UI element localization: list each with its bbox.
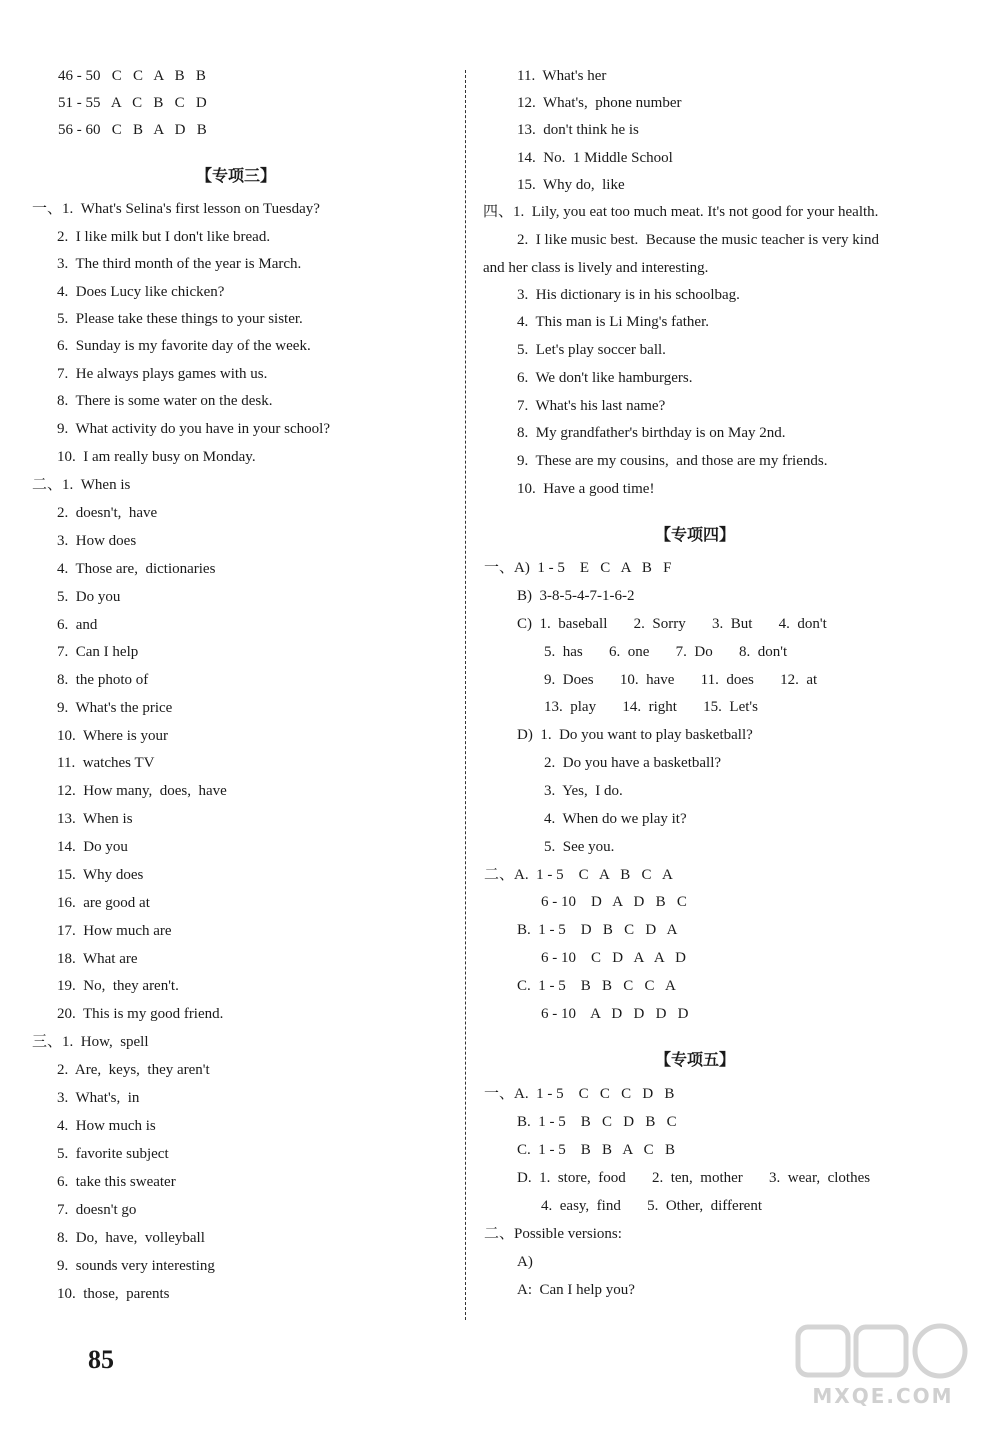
answer-line: 4. How much is <box>57 1118 156 1134</box>
answer-line: 6 - 10 A D D D D <box>541 1006 689 1022</box>
answer-line: 3. How does <box>57 533 137 549</box>
answer-line: 15. Why does <box>57 867 144 883</box>
answer-line: 8. My grandfather's birthday is on May 2nd. <box>517 425 786 441</box>
watermark-logo <box>788 1321 978 1411</box>
answer-line: 5. has 6. one 7. Do 8. don't <box>544 644 788 660</box>
column-divider <box>465 70 466 1320</box>
answer-line: 9. These are my cousins, and those are my friends. <box>517 453 828 469</box>
answer-line: C. 1 - 5 B B A C B <box>517 1142 675 1158</box>
answer-line: 10. Where is your <box>57 728 168 744</box>
answer-line: 一、A. 1 - 5 C C C D B <box>484 1086 675 1102</box>
answer-line: 7. He always plays games with us. <box>57 366 268 382</box>
answer-line: 6. We don't like hamburgers. <box>517 370 693 386</box>
answer-line: 2. I like music best. Because the music teacher is very kind <box>517 232 879 248</box>
answer-line: 四、1. Lily, you eat too much meat. It's not good for your health. <box>483 204 879 220</box>
answer-line: 3. His dictionary is in his schoolbag. <box>517 287 740 303</box>
answer-line: 9. What activity do you have in your school? <box>57 421 330 437</box>
watermark-text: MXQE.COM <box>812 1384 954 1408</box>
answer-line: 三、1. How, spell <box>32 1034 149 1050</box>
answer-line: 10. those, parents <box>57 1286 170 1302</box>
answer-line: 13. don't think he is <box>517 122 639 138</box>
answer-line: 8. Do, have, volleyball <box>57 1230 205 1246</box>
section-heading: 【专项四】 <box>655 525 736 544</box>
answer-line: 9. sounds very interesting <box>57 1258 215 1274</box>
section-heading: 【专项三】 <box>196 166 277 185</box>
answer-line: 15. Why do, like <box>517 177 625 193</box>
answer-line: 2. Are, keys, they aren't <box>57 1062 210 1078</box>
answer-line: 6. and <box>57 617 98 633</box>
answer-line: 18. What are <box>57 951 138 967</box>
answer-line: 9. What's the price <box>57 700 173 716</box>
answer-line: 2. doesn't, have <box>57 505 158 521</box>
answer-line: 6 - 10 C D A A D <box>541 950 687 966</box>
answer-line: 二、A. 1 - 5 C A B C A <box>484 867 673 883</box>
answer-line: 13. When is <box>57 811 133 827</box>
page-number: 85 <box>88 1345 114 1374</box>
answer-line: 11. watches TV <box>57 755 155 771</box>
answer-line: A: Can I help you? <box>517 1282 635 1298</box>
answer-line: 7. Can I help <box>57 644 139 660</box>
answer-line: 16. are good at <box>57 895 150 911</box>
answer-line: 3. The third month of the year is March. <box>57 256 302 272</box>
answer-line: B) 3-8-5-4-7-1-6-2 <box>517 588 635 604</box>
answer-line: 56 - 60 C B A D B <box>58 122 207 138</box>
answer-line: 5. Please take these things to your sister. <box>57 311 303 327</box>
answer-line: 11. What's her <box>517 68 607 84</box>
answer-line: 12. How many, does, have <box>57 783 227 799</box>
answer-line: 4. When do we play it? <box>544 811 687 827</box>
answer-line: 14. Do you <box>57 839 128 855</box>
answer-line: 5. Do you <box>57 589 121 605</box>
answer-line: 10. I am really busy on Monday. <box>57 449 256 465</box>
answer-line: 5. favorite subject <box>57 1146 169 1162</box>
answer-line: 6 - 10 D A D B C <box>541 894 687 910</box>
answer-line: 10. Have a good time! <box>517 481 655 497</box>
answer-line: 7. What's his last name? <box>517 398 666 414</box>
answer-line: 4. Does Lucy like chicken? <box>57 284 225 300</box>
answer-line: 4. Those are, dictionaries <box>57 561 216 577</box>
answer-line: 51 - 55 A C B C D <box>58 95 207 111</box>
answer-line: B. 1 - 5 D B C D A <box>517 922 678 938</box>
answer-line: C. 1 - 5 B B C C A <box>517 978 676 994</box>
answer-line: 19. No, they aren't. <box>57 978 179 994</box>
answer-line: C) 1. baseball 2. Sorry 3. But 4. don't <box>517 616 827 632</box>
answer-line: 4. This man is Li Ming's father. <box>517 314 709 330</box>
answer-line: 二、Possible versions: <box>484 1226 622 1242</box>
answer-line: 8. There is some water on the desk. <box>57 393 273 409</box>
answer-line: and her class is lively and interesting. <box>483 260 709 276</box>
answer-line: 12. What's, phone number <box>517 95 682 111</box>
section-heading: 【专项五】 <box>655 1050 736 1069</box>
answer-line: 2. Do you have a basketball? <box>544 755 722 771</box>
answer-line: 6. Sunday is my favorite day of the week. <box>57 338 311 354</box>
answer-line: 5. Let's play soccer ball. <box>517 342 666 358</box>
answer-line: 14. No. 1 Middle School <box>517 150 673 166</box>
answer-line: 13. play 14. right 15. Let's <box>544 699 758 715</box>
answer-line: 二、1. When is <box>32 477 131 493</box>
answer-line: 9. Does 10. have 11. does 12. at <box>544 672 818 688</box>
answer-line: 一、A) 1 - 5 E C A B F <box>484 560 672 576</box>
answer-line: 3. What's, in <box>57 1090 140 1106</box>
watermark-icon <box>788 1321 978 1411</box>
answer-line: D. 1. store, food 2. ten, mother 3. wear, clothes <box>517 1170 871 1186</box>
answer-line: 2. I like milk but I don't like bread. <box>57 229 271 245</box>
answer-line: B. 1 - 5 B C D B C <box>517 1114 677 1130</box>
answer-line: 3. Yes, I do. <box>544 783 623 799</box>
answer-line: 一、1. What's Selina's first lesson on Tuesday? <box>32 201 320 217</box>
answer-line: 20. This is my good friend. <box>57 1006 224 1022</box>
answer-line: 8. the photo of <box>57 672 149 688</box>
answer-line: 46 - 50 C C A B B <box>58 68 206 84</box>
answer-line: 17. How much are <box>57 923 172 939</box>
answer-line: 5. See you. <box>544 839 615 855</box>
answer-line: D) 1. Do you want to play basketball? <box>517 727 753 743</box>
answer-line: 7. doesn't go <box>57 1202 137 1218</box>
answer-line: A) <box>517 1254 533 1270</box>
answer-line: 4. easy, find 5. Other, different <box>541 1198 763 1214</box>
answer-line: 6. take this sweater <box>57 1174 176 1190</box>
